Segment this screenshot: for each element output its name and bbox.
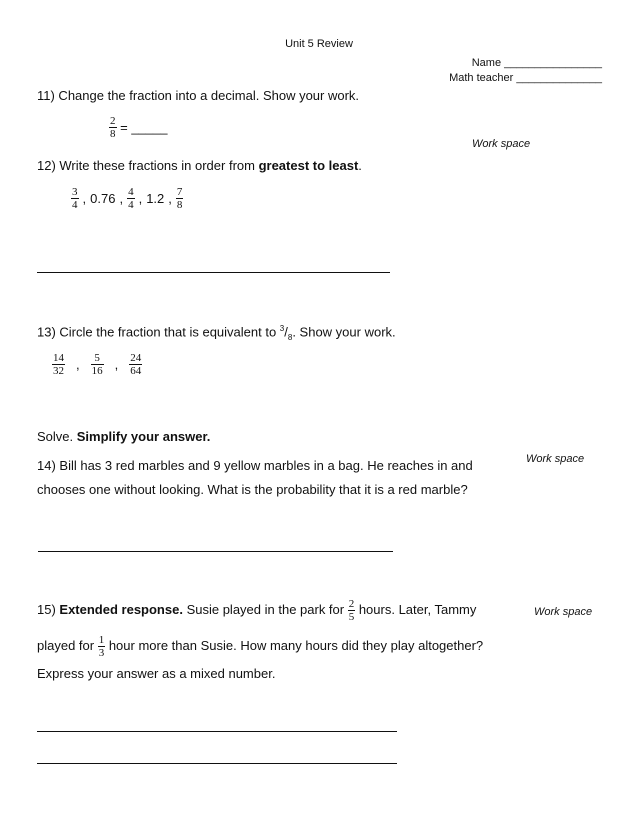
option-fraction-14-32[interactable]: $\frac{14}{32}$: [53, 352, 64, 377]
fraction-1-3: $\frac{1}{3}$: [98, 634, 105, 659]
fraction-7-8: $\frac{7}{8}$: [176, 186, 183, 211]
teacher-field-label: Math teacher ______________: [449, 72, 602, 84]
option-fraction-5-16[interactable]: $\frac{5}{16}$: [91, 352, 103, 377]
value-decimal: 0.76: [90, 191, 116, 206]
name-field-label: Name ________________: [471, 57, 602, 69]
question-15-line-3: Express your answer as a mixed number.: [37, 666, 276, 681]
fraction-2-8: $\frac{2}{8}$: [110, 115, 116, 140]
question-11-expression: [109, 115, 167, 140]
answer-line-12: [37, 272, 390, 273]
work-space-label-3: Work space: [534, 606, 593, 618]
question-13-options: $\frac{14}{32}$ , $\frac{5}{16}$ , $\frac{24}{64}$: [53, 352, 142, 377]
question-12-values: $\frac{3}{4}$ , 0.76 , $\frac{4}{4}$ , 1.2 , $\frac{7}{8}$: [72, 186, 183, 211]
solve-instruction: Solve. Simplify your answer.: [37, 429, 211, 444]
fraction-2-5: $\frac{2}{5}$: [348, 598, 355, 623]
page-title: Unit 5 Review: [285, 38, 353, 50]
question-14-line-2: chooses one without looking. What is the probability that it is a red marble?: [37, 482, 468, 497]
answer-line-14: [38, 551, 393, 552]
fraction-4-4: $\frac{4}{4}$: [128, 186, 134, 211]
answer-blank: = _____: [120, 120, 168, 135]
question-11-prompt: 11) Change the fraction into a decimal. Show your work.: [37, 88, 360, 103]
option-fraction-24-64[interactable]: $\frac{24}{64}$: [130, 352, 142, 377]
question-14-line-1: 14) Bill has 3 red marbles and 9 yellow marbles in a bag. He reaches in and: [37, 458, 473, 473]
answer-line-15b: [37, 763, 397, 764]
answer-line-15a: [37, 731, 397, 732]
fraction-3-4: $\frac{3}{4}$: [72, 186, 78, 211]
work-space-label-2: Work space: [526, 453, 585, 465]
question-15-line-2: played for $\frac{1}{3}$ hour more than Susie. How many hours did they play altogether?: [37, 634, 484, 659]
work-space-label-1: Work space: [472, 138, 531, 150]
question-12-prompt: 12) Write these fractions in order from greatest to least.: [37, 158, 362, 173]
question-15-line-1: 15) Extended response. Susie played in the park for $\frac{2}{5}$ hours. Later, Tammy: [37, 598, 477, 623]
value-decimal: 1.2: [146, 191, 165, 206]
question-13-prompt: 13) Circle the fraction that is equivalent to $^3/_8$. Show your work.: [37, 324, 396, 342]
